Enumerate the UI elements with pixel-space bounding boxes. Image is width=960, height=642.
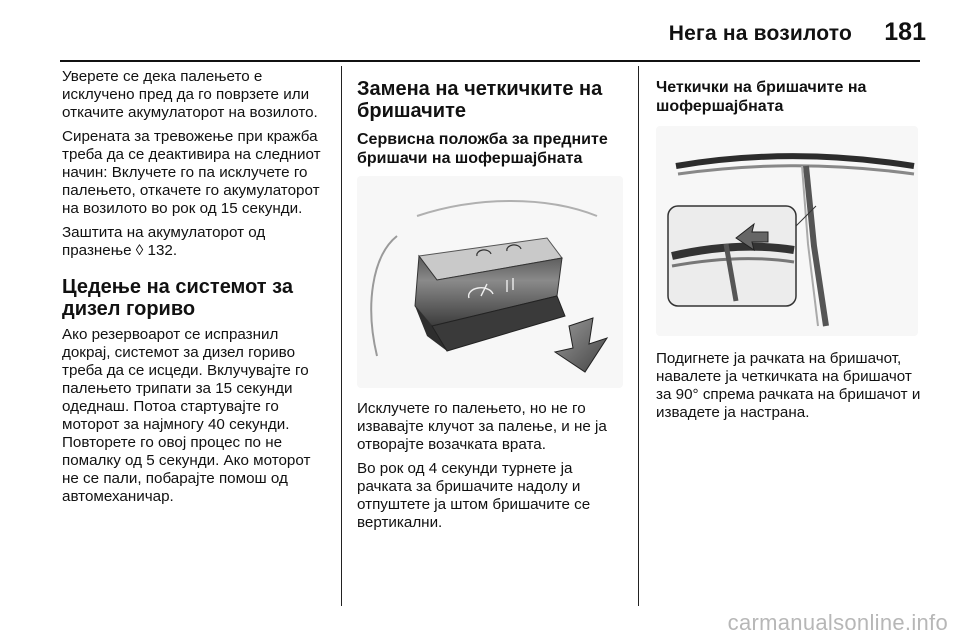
heading-diesel-drain: Цедење на системот за дизел гориво xyxy=(62,276,293,320)
wiper-blade-illustration xyxy=(656,126,918,336)
column-divider-1 xyxy=(341,66,342,606)
paragraph-battery-protection xyxy=(62,224,330,260)
paragraph-diesel-drain: Ако резервоарот се испразнил докрај, системот за дизел гориво треба да се исцеди. Вклучувајте го палењето трипати за 15 секунди одеднаш. Потоа стартувајте го моторот за најмногу 40 секунди. Повторете го овој процес по не помалку од 5 секунди. Ако моторот не се пали, побарајте помош од автомеханичар. xyxy=(62,326,311,505)
paragraph-ignition-off: Исклучете го палењето, но не го извавајте клучот за палење, и не ја отворајте возачката врата. xyxy=(357,400,607,453)
figure-wiper-stalk xyxy=(357,176,623,388)
paragraph-disconnect-battery: Уверете се дека палењето е исклучено пред да го поврзете или откачите акумулаторот на возилото. xyxy=(62,68,318,121)
header-title: Нега на возилото xyxy=(668,22,852,45)
figure-wiper-blade xyxy=(656,126,918,336)
paragraph-alarm-siren: Сирената за тревожење при кражба треба да се деактивира на следниот начин: Вклучете го па исклучете го палењето, откачете го акумулаторот на возилото во рок од 15 секунди. xyxy=(62,128,321,217)
column-1 xyxy=(62,68,330,512)
paragraph-push-stalk: Во рок од 4 секунди турнете ја рачката за бришачите надолу и отпуштете ја штом бришачите се вертикални. xyxy=(357,460,591,531)
column-divider-2 xyxy=(638,66,639,606)
page-reference-icon: ◊ xyxy=(135,242,144,259)
heading-wiper-blades: Четкички на бришачите на шофершајбната xyxy=(656,79,867,115)
page-reference: 132. xyxy=(147,242,178,259)
paragraph-remove-blade: Подигнете ја рачката на бришачот, навалете ја четкичката на бришачот за 90° спрема рачката на бришачот и извадете ја настрана. xyxy=(656,350,921,421)
heading-wiper-replacement: Замена на четкичките на бришачите xyxy=(357,78,603,122)
column-2 xyxy=(357,78,625,538)
subheading-service-position: Сервисна положба за предните бришачи на шофершајбната xyxy=(357,131,608,167)
watermark: carmanualsonline.info xyxy=(727,610,948,635)
battery-protection-text: Заштита на акумулаторот од празнење xyxy=(62,224,266,259)
wiper-stalk-illustration xyxy=(357,176,623,388)
header-rule xyxy=(60,60,920,62)
page-number: 181 xyxy=(884,18,926,46)
column-3 xyxy=(656,78,924,428)
